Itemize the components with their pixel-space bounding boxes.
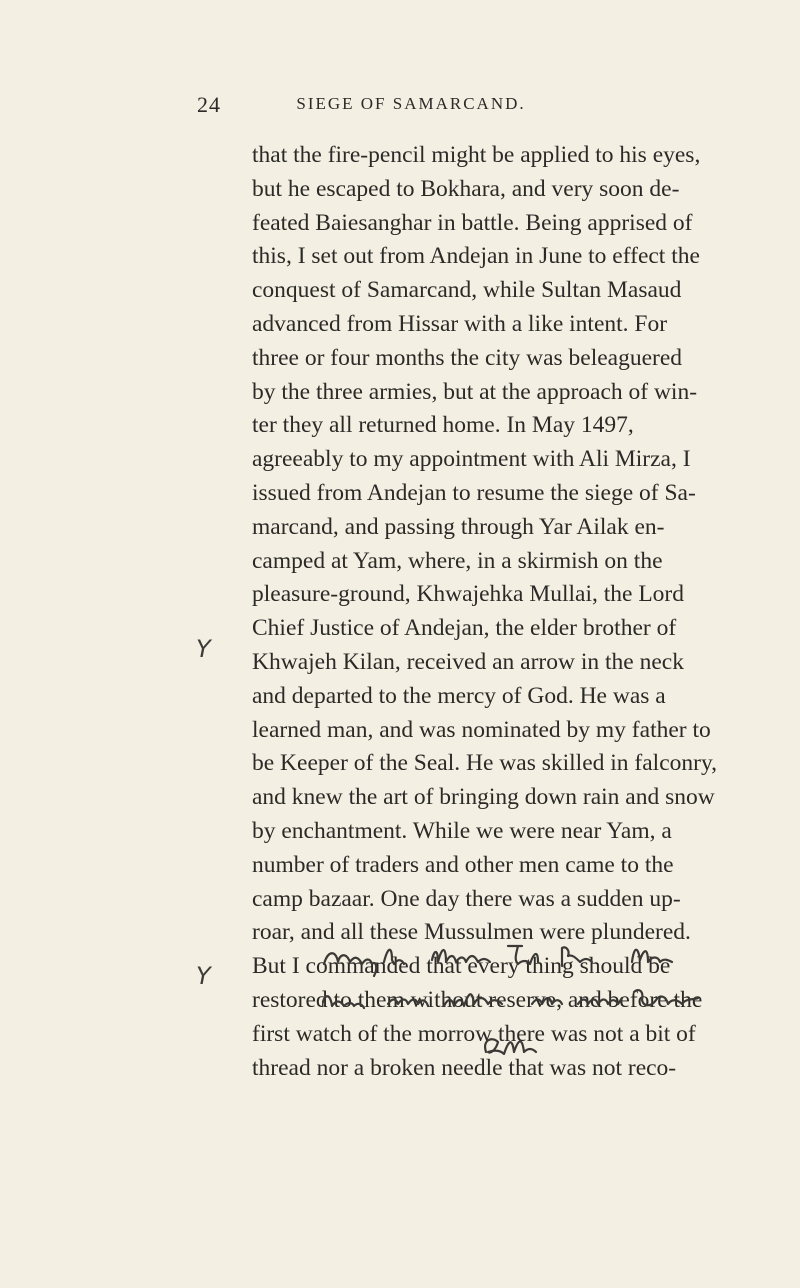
text-line: ter they all returned home. In May 1497,: [252, 412, 634, 439]
text-line: roar, and all these Mussulmen were plundered.: [252, 919, 691, 946]
text-line: marcand, and passing through Yar Ailak en-: [252, 513, 665, 540]
text-line: camp bazaar. One day there was a sudden up-: [252, 885, 681, 912]
text-line: feated Baiesanghar in battle. Being apprised of: [252, 209, 693, 236]
text-line: by the three armies, but at the approach of win-: [252, 378, 698, 405]
margin-mark: Y: [196, 635, 211, 663]
text-line: be Keeper of the Seal. He was skilled in falconry,: [252, 750, 718, 777]
text-line: thread nor a broken needle that was not reco-: [252, 1054, 677, 1081]
text-line: and departed to the mercy of God. He was a: [252, 682, 666, 709]
handwritten-note: [322, 932, 792, 1082]
text-line: camped at Yam, where, in a skirmish on the: [252, 547, 663, 574]
handwritten-note-scribble: [322, 932, 792, 1082]
text-line: this, I set out from Andejan in June to effect the: [252, 243, 700, 270]
text-line: that the fire-pencil might be applied to his eyes,: [252, 142, 701, 168]
running-title: SIEGE OF SAMARCAND.: [296, 94, 526, 113]
text-line: but he escaped to Bokhara, and very soon de-: [252, 175, 680, 202]
text-line: conquest of Samarcand, while Sultan Masaud: [252, 277, 682, 304]
text-line: pleasure-ground, Khwajehka Mullai, the Lord: [252, 581, 685, 608]
margin-mark: Y: [196, 962, 211, 990]
page-number: 24: [197, 92, 221, 117]
text-line: Chief Justice of Andejan, the elder brother of: [252, 615, 677, 642]
text-line: issued from Andejan to resume the siege of Sa-: [252, 479, 696, 506]
text-line: learned man, and was nominated by my father to: [252, 716, 711, 743]
text-line: first watch of the morrow there was not a bit of: [252, 1020, 696, 1047]
text-line: advanced from Hissar with a like intent. For: [252, 310, 668, 337]
text-line: Khwajeh Kilan, received an arrow in the neck: [252, 648, 684, 675]
text-line: agreeably to my appointment with Ali Mirza, I: [252, 446, 691, 473]
text-line: But I commanded that every thing should be: [252, 953, 671, 980]
text-line: three or four months the city was beleaguered: [252, 344, 683, 371]
text-line: by enchantment. While we were near Yam, a: [252, 817, 672, 844]
text-line: and knew the art of bringing down rain and snow: [252, 784, 715, 811]
text-line: number of traders and other men came to the: [252, 851, 674, 878]
text-line: restored to them without reserve, and before the: [252, 986, 703, 1013]
